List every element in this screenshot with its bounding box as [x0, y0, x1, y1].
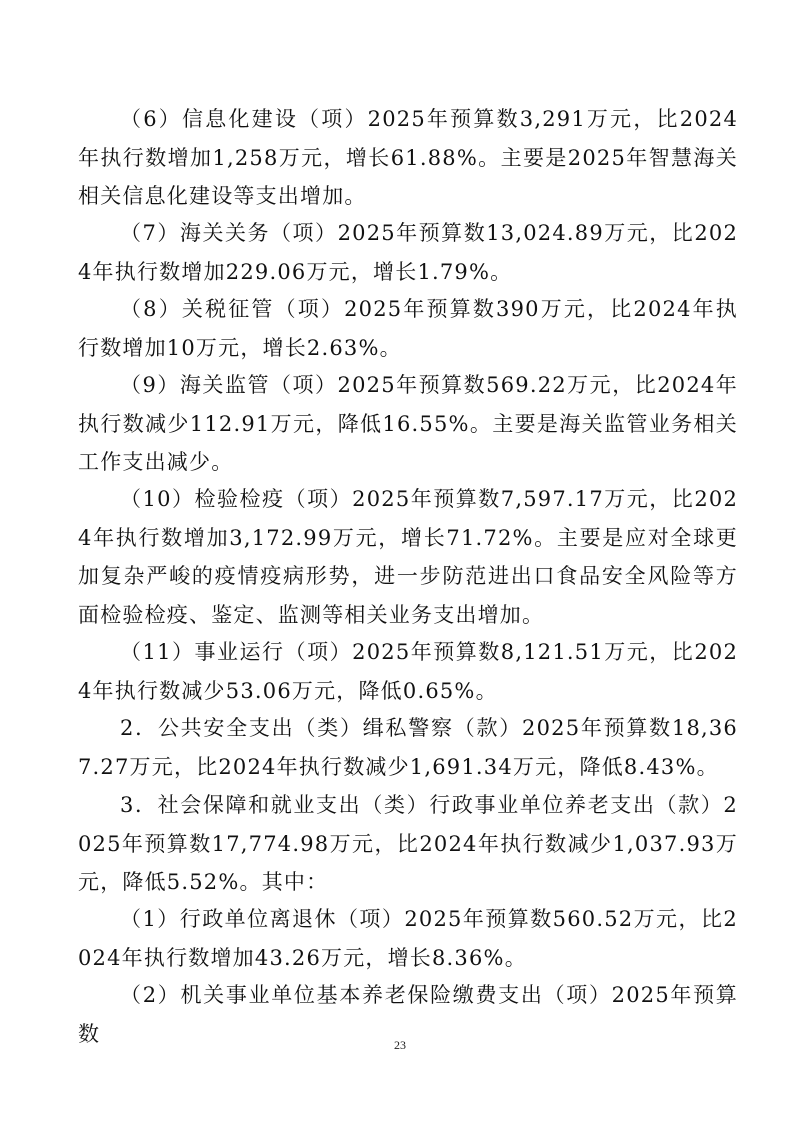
paragraph-tariff-collection: （8）关税征管（项）2025年预算数390万元，比2024年执行数增加10万元，增长2.63%。 — [78, 297, 738, 360]
paragraph-retirement: （1）行政单位离退休（项）2025年预算数560.52万元，比2024年执行数增加43.26万元，增长8.36%。 — [78, 907, 738, 970]
paragraph-it-construction: （6）信息化建设（项）2025年预算数3,291万元，比2024年执行数增加1,258万元，增长61.88%。主要是2025年智慧海关相关信息化建设等支出增加。 — [78, 107, 738, 208]
paragraph-customs-affairs: （7）海关关务（项）2025年预算数13,024.89万元，比2024年执行数增加229.06万元，增长1.79%。 — [78, 221, 738, 284]
paragraph-social-security: 3．社会保障和就业支出（类）行政事业单位养老支出（款）2025年预算数17,774.98万元，比2024年执行数减少1,037.93万元，降低5.52%。其中： — [78, 793, 738, 894]
paragraph-pension-insurance: （2）机关事业单位基本养老保险缴费支出（项）2025年预算数 — [78, 983, 738, 1046]
paragraph-customs-supervision: （9）海关监管（项）2025年预算数569.22万元，比2024年执行数减少112.91万元，降低16.55%。主要是海关监管业务相关工作支出减少。 — [78, 373, 738, 474]
paragraph-public-institution-operation: （11）事业运行（项）2025年预算数8,121.51万元，比2024年执行数减少53.06万元，降低0.65%。 — [78, 640, 738, 703]
paragraph-public-security: 2．公共安全支出（类）缉私警察（款）2025年预算数18,367.27万元，比2024年执行数减少1,691.34万元，降低8.43%。 — [78, 716, 738, 779]
page-number: 23 — [394, 1038, 406, 1052]
paragraph-inspection-quarantine: （10）检验检疫（项）2025年预算数7,597.17万元，比2024年执行数增加3,172.99万元，增长71.72%。主要是应对全球更加复杂严峻的疫情疫病形势，进一步防范进出口食品安全风险等方面检验检疫、鉴定、监测等相关业务支出增加。 — [78, 487, 738, 627]
